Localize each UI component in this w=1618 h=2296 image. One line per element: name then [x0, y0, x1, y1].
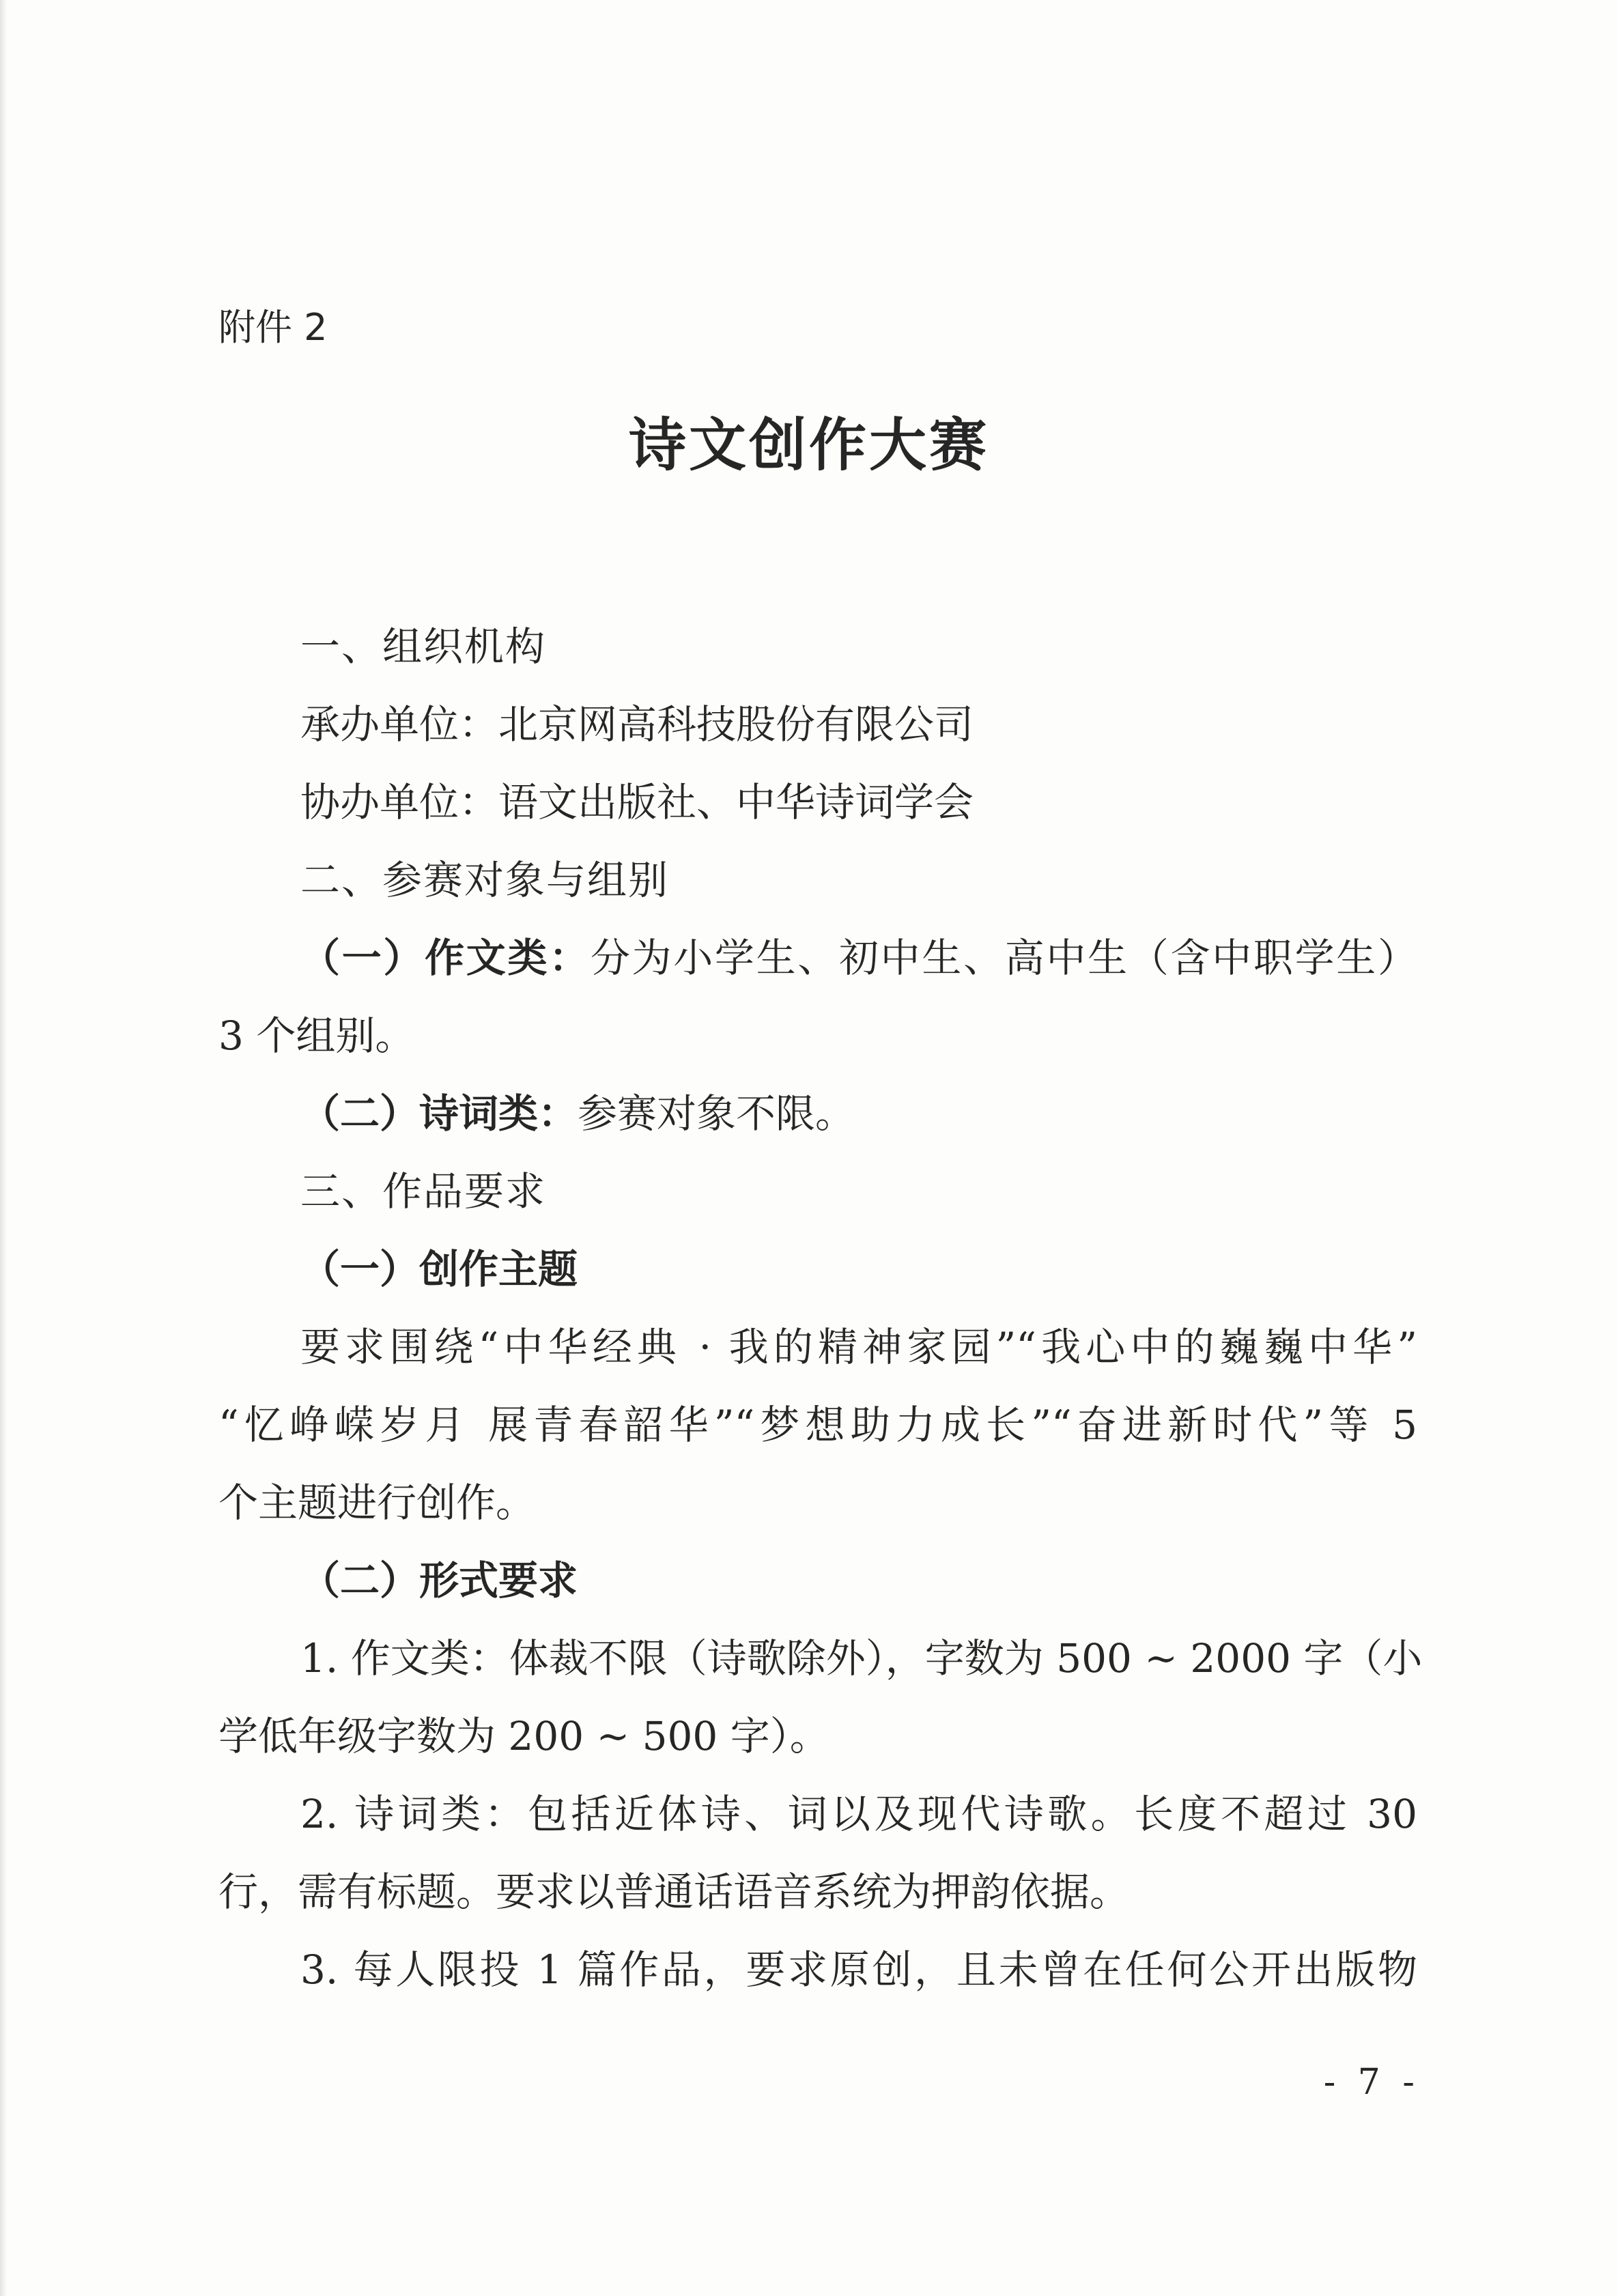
poetry-category-line — [218, 1075, 1417, 1152]
document-body — [218, 608, 1423, 2009]
theme-line-2: “忆峥嵘岁月 展青春韶华”“梦想助力成长”“奋进新时代”等 5 — [218, 1402, 1417, 1448]
theme-line-1: 要求围绕“中华经典 · 我的精神家园”“我心中的巍巍中华” — [300, 1324, 1417, 1370]
theme-line-3: 个主题进行创作。 — [218, 1479, 536, 1526]
section-heading-org: 一、组织机构 — [300, 623, 547, 670]
essay-category-line — [218, 919, 1417, 997]
item-2-line-2: 行，需有标题。要求以普通话语音系统为押韵依据。 — [218, 1869, 1130, 1915]
co-host-unit: 协办单位：语文出版社、中华诗词学会 — [300, 779, 974, 825]
form-subheading: （二）形式要求 — [300, 1557, 578, 1604]
scan-edge — [0, 0, 7, 2296]
item-1-line-2: 学低年级字数为 200 ~ 500 字）。 — [218, 1713, 829, 1759]
theme-subheading: （一）创作主题 — [300, 1246, 578, 1292]
poetry-category-text: 参赛对象不限。 — [578, 1090, 855, 1137]
poetry-category-label: （二）诗词类： — [300, 1090, 578, 1137]
item-2-line-1: 2. 诗词类：包括近体诗、词以及现代诗歌。长度不超过 30 — [300, 1791, 1417, 1837]
annex-label: 附件 2 — [218, 306, 328, 349]
section-heading-participants: 二、参赛对象与组别 — [300, 857, 670, 903]
item-3-line-1: 3. 每人限投 1 篇作品，要求原创，且未曾在任何公开出版物 — [300, 1946, 1417, 1993]
essay-category-text: 分为小学生、初中生、高中生（含中职学生） — [590, 935, 1417, 981]
item-1-line-1: 1. 作文类：体裁不限（诗歌除外），字数为 500 ~ 2000 字（小 — [300, 1635, 1423, 1682]
document-title: 诗文创作大赛 — [628, 411, 989, 479]
section-heading-requirements: 三、作品要求 — [300, 1168, 547, 1215]
host-unit: 承办单位：北京网高科技股份有限公司 — [300, 701, 974, 748]
essay-category-continuation: 3 个组别。 — [218, 1012, 415, 1059]
essay-category-label: （一）作文类： — [300, 935, 591, 981]
page-number: - 7 - — [1323, 2062, 1420, 2103]
